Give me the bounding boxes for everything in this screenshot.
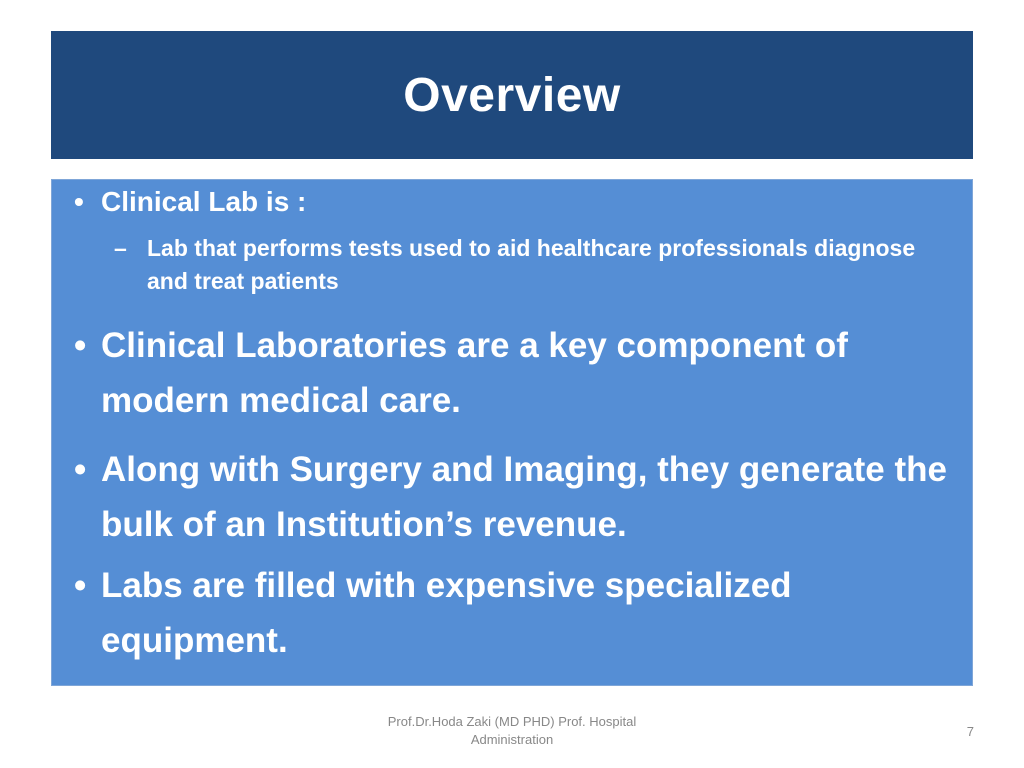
sub-bullet-text: Lab that performs tests used to aid healthcare professionals diagnose and treat patients <box>147 235 916 294</box>
content-box <box>51 179 973 686</box>
bullet-dot: • <box>74 566 87 605</box>
bullet-text: Along with Surgery and Imaging, they generate the bulk of an Institution’s revenue. <box>101 450 947 544</box>
footer-text: Prof.Dr.Hoda Zaki (MD PHD) Prof. Hospital Administration <box>387 714 637 747</box>
sub-bullet-dash: – <box>114 235 127 261</box>
bullet-dot: • <box>74 450 87 489</box>
bullet-text: Labs are filled with expensive specialized equipment. <box>101 566 792 660</box>
bullet-text: Clinical Lab is : <box>101 186 307 217</box>
page-number: 7 <box>966 724 974 739</box>
slide-title: Overview <box>403 68 621 122</box>
bullet-dot: • <box>74 326 87 365</box>
bullet-dot: • <box>74 186 84 217</box>
bullet-text: Clinical Laboratories are a key component of modern medical care. <box>101 326 848 420</box>
title-bar <box>51 31 973 159</box>
